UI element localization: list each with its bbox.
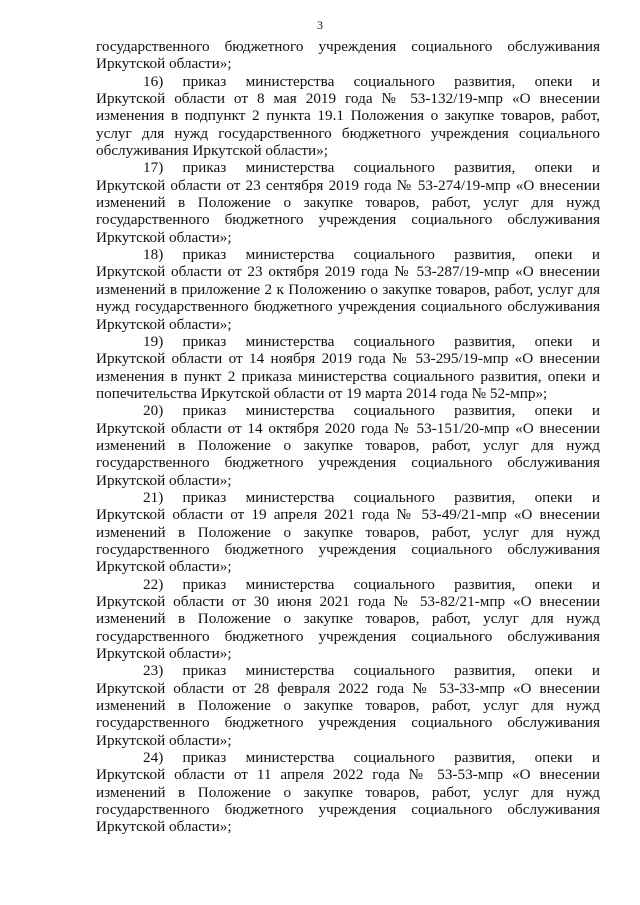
paragraph-line: государственного бюджетного учреждения социального обслуживания [96,540,600,558]
paragraph-line: изменений в Положение о закупке товаров, работ, услуг для нужд [96,783,600,801]
paragraph-line: изменения в пункт 2 приказа министерства социального развития, опеки и [96,367,600,385]
paragraph-line: изменений в приложение 2 к Положению о закупке товаров, работ, услуг для [96,280,600,298]
paragraph-item-21 [96,489,600,576]
paragraph-line: изменений в Положение о закупке товаров, работ, услуг для нужд [96,697,600,715]
paragraph-item-16 [96,73,600,160]
paragraph-line: 17) приказ министерства социального развития, опеки и [143,159,600,177]
paragraph-line: Иркутской области»; [96,315,232,333]
paragraph-line: 18) приказ министерства социального развития, опеки и [143,246,600,264]
paragraph-item-22 [96,576,600,663]
paragraph-line: обслуживания Иркутской области»; [96,142,328,160]
paragraph-line: Иркутской области от 23 октября 2019 года № 53-287/19-мпр «О внесении [96,263,600,281]
paragraph-line: Иркутской области»; [96,645,232,663]
paragraph-line: изменений в Положение о закупке товаров, работ, услуг для нужд [96,523,600,541]
paragraph-line: Иркутской области»; [96,471,232,489]
paragraph-line: попечительства Иркутской области от 19 марта 2014 года № 52-мпр»; [96,384,548,402]
paragraph-item-20 [96,402,600,489]
paragraph-line: 24) приказ министерства социального развития, опеки и [143,749,600,767]
paragraph-line: 20) приказ министерства социального развития, опеки и [143,402,600,420]
paragraph-line: изменений в Положение о закупке товаров, работ, услуг для нужд [96,194,600,212]
paragraph-item-23 [96,662,600,749]
paragraph-line: Иркутской области от 28 февраля 2022 года № 53-33-мпр «О внесении [96,679,600,697]
paragraph-item-24 [96,749,600,836]
paragraph-line: государственного бюджетного учреждения социального обслуживания [96,801,600,819]
paragraph-line: государственного бюджетного учреждения социального обслуживания [96,38,600,55]
paragraph-line: государственного бюджетного учреждения социального обслуживания [96,714,600,732]
paragraph-line: 23) приказ министерства социального развития, опеки и [143,662,600,680]
paragraph-line: Иркутской области»; [96,558,232,576]
paragraph-line: нужд государственного бюджетного учреждения социального обслуживания [96,298,600,316]
paragraph-item-19 [96,333,600,402]
paragraph-item-17 [96,159,600,246]
paragraph-line: 19) приказ министерства социального развития, опеки и [143,332,600,350]
paragraph-line: Иркутской области от 23 сентября 2019 года № 53-274/19-мпр «О внесении [96,176,600,194]
paragraph-line: 21) приказ министерства социального развития, опеки и [143,488,600,506]
paragraph-line: 16) приказ министерства социального развития, опеки и [143,72,600,90]
paragraph-item-18 [96,246,600,333]
paragraph-line: Иркутской области от 30 июня 2021 года № 53-82/21-мпр «О внесении [96,593,600,610]
paragraph-line: Иркутской области»; [96,818,232,836]
paragraph-line: Иркутской области»; [96,228,232,246]
paragraph-line: Иркутской области от 11 апреля 2022 года № 53-53-мпр «О внесении [96,766,600,784]
paragraph-line: государственного бюджетного учреждения социального обслуживания [96,627,600,645]
paragraph-line: государственного бюджетного учреждения социального обслуживания [96,211,600,229]
document-body [96,38,600,836]
paragraph-line: Иркутской области от 14 ноября 2019 года № 53-295/19-мпр «О внесении [96,350,600,368]
paragraph-line: услуг для нужд государственного бюджетного учреждения социального [96,124,600,142]
paragraph-line: Иркутской области от 14 октября 2020 года № 53-151/20-мпр «О внесении [96,419,600,437]
page-number: 3 [317,18,323,32]
paragraph-line: 22) приказ министерства социального развития, опеки и [143,575,600,593]
paragraph-line: Иркутской области от 19 апреля 2021 года № 53-49/21-мпр «О внесении [96,506,600,524]
paragraph-line: изменений в Положение о закупке товаров, работ, услуг для нужд [96,610,600,628]
paragraph-line: изменения в подпункт 2 пункта 19.1 Положения о закупке товаров, работ, [96,107,600,125]
paragraph-line: Иркутской области»; [96,55,232,73]
paragraph-line: изменений в Положение о закупке товаров, работ, услуг для нужд [96,436,600,454]
paragraph-line: Иркутской области»; [96,731,232,749]
paragraph-line: Иркутской области от 8 мая 2019 года № 53-132/19-мпр «О внесении [96,90,600,108]
paragraph-line: государственного бюджетного учреждения социального обслуживания [96,454,600,472]
paragraph-continuation [96,38,600,73]
